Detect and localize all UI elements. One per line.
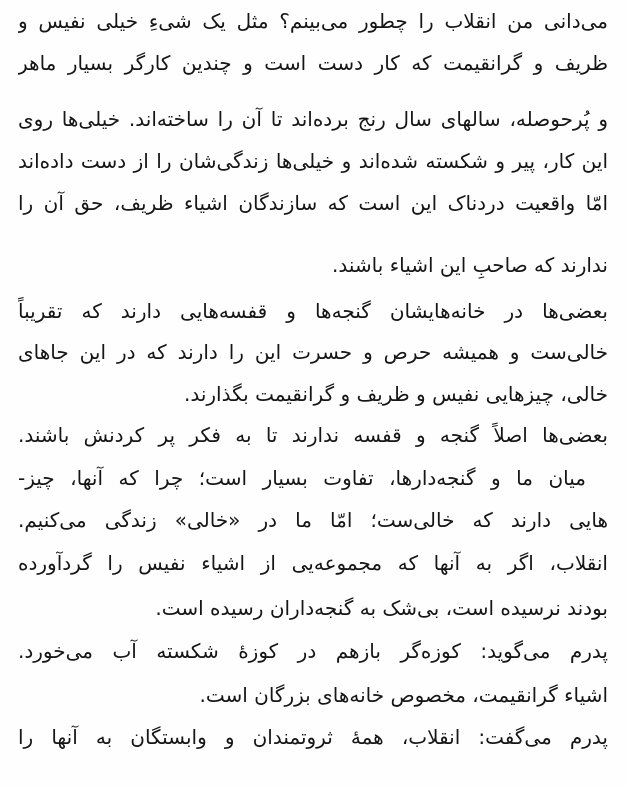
- text-line-6: ندارند که صاحبِ این اشیاء باشند.: [332, 253, 608, 277]
- text-line-10: بعضی‌ها اصلاً گنجه و قفسه ندارند تا به فکر پر کردنش باشند.: [18, 423, 608, 447]
- text-line-12: هایی دارند که خالی‌ست؛ امّا ما در «خالی» زندگی می‌کنیم.: [18, 508, 608, 532]
- text-line-2: ظریف و گرانقیمت که کار دست است و چندین کارگر بسیار ماهر: [18, 51, 608, 75]
- text-line-4: این کار، پیر و شکسته شده‌اند و خیلی‌ها زندگی‌شان را از دست داده‌اند: [18, 149, 608, 173]
- text-line-8: خالی‌ست و همیشه حرص و حسرت این را دارند که در این جاهای: [18, 340, 608, 364]
- text-line-15: پدرم می‌گوید: کوزه‌گر بازهم در کوزهٔ شکسته آب می‌خورد.: [18, 639, 608, 663]
- text-line-14: بودند نرسیده است، بی‌شک به گنجه‌داران رسیده است.: [155, 596, 608, 620]
- text-line-13: انقلاب، اگر به آنها که مجموعه‌یی از اشیاء نفیس را گردآورده: [18, 551, 608, 575]
- text-line-1: می‌دانی من انقلاب را چطور می‌بینم؟ مثل یک شیءِ خیلی نفیس و: [18, 9, 608, 33]
- text-line-5: امّا واقعیت دردناک این است که سازندگان اشیاء ظریف، حق آن را: [18, 191, 608, 215]
- text-line-11: میان ما و گنجه‌دارها، تفاوت بسیار است؛ چرا که آنها، چیز-: [18, 466, 586, 490]
- text-line-17: پدرم می‌گفت: انقلاب، همهٔ ثروتمندان و وابستگان به آنها را: [18, 725, 608, 749]
- text-line-3: و پُرحوصله، سالهای سال رنج برده‌اند تا آن را ساخته‌اند. خیلی‌ها روی: [18, 107, 608, 131]
- text-line-16: اشیاء گرانقیمت، مخصوص خانه‌های بزرگان است.: [199, 683, 608, 707]
- text-line-7: بعضی‌ها در خانه‌هایشان گنجه‌ها و قفسه‌هایی دارند که تقریباً: [18, 299, 608, 323]
- text-line-9: خالی، چیزهایی نفیس و ظریف و گرانقیمت بگذارند.: [183, 382, 608, 406]
